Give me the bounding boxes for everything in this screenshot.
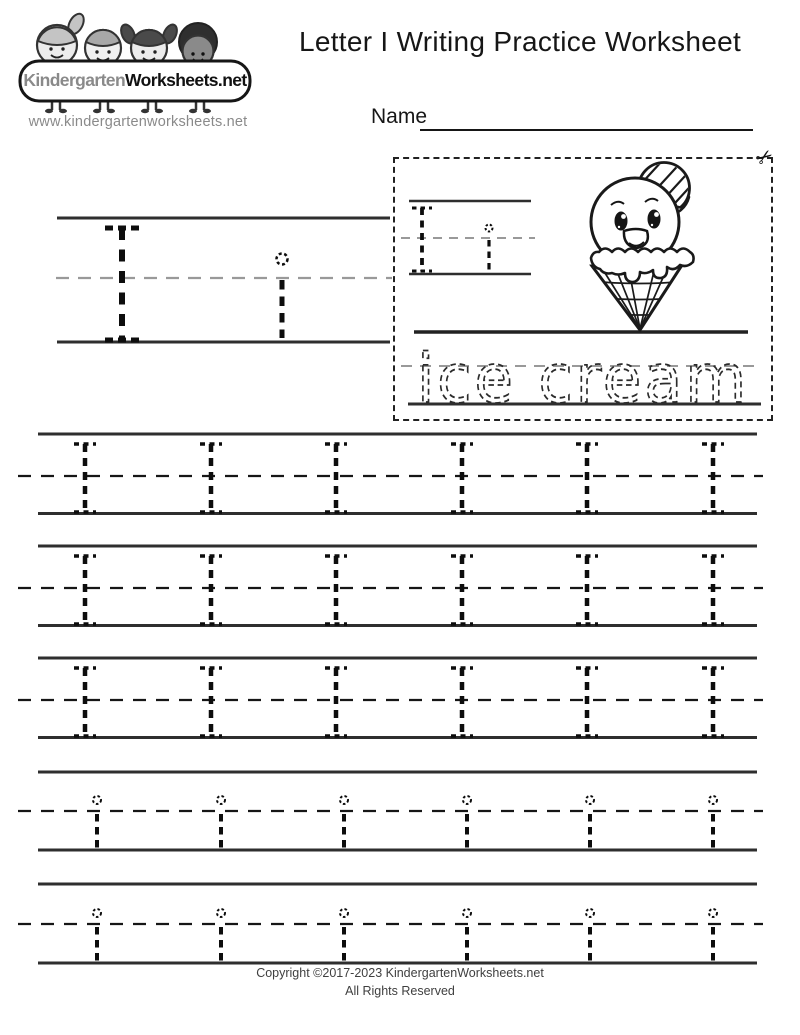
traceable-letter-i — [586, 909, 594, 962]
traceable-letter-i — [709, 909, 717, 962]
large-lowercase-i — [277, 254, 288, 339]
traceable-letter-I — [74, 444, 96, 512]
practice-row-uppercase-3 — [0, 656, 800, 742]
name-label: Name — [371, 105, 428, 128]
practice-row-lowercase-2 — [0, 882, 800, 968]
traceable-letter-I — [576, 556, 598, 624]
footer-copyright: Copyright ©2017-2023 KindergartenWorksheets.net — [256, 966, 544, 980]
traceable-letter-I — [451, 444, 473, 512]
traceable-letter-I — [200, 556, 222, 624]
logo-brand-part1: Kindergarten — [23, 70, 126, 90]
footer-rights: All Rights Reserved — [345, 984, 455, 998]
practice-row-uppercase-1 — [0, 432, 800, 518]
traceable-letter-i — [93, 909, 101, 962]
practice-row-lowercase-1 — [0, 770, 800, 856]
scissors-icon: ✂ — [750, 142, 779, 172]
traceable-letter-I — [702, 556, 724, 624]
cut-out-example-box — [393, 142, 779, 421]
traceable-letter-i — [709, 796, 717, 849]
logo-kids-feet — [45, 109, 211, 113]
website-url: www.kindergartenworksheets.net — [28, 114, 248, 130]
traceable-letter-I — [576, 668, 598, 736]
logo-brand-part2: Worksheets.net — [125, 70, 247, 90]
traceable-letter-i — [340, 909, 348, 962]
traceable-letter-I — [325, 668, 347, 736]
traceable-letter-I — [702, 444, 724, 512]
traceable-letter-I — [74, 556, 96, 624]
logo-kid-girl-pigtails — [118, 22, 179, 66]
logo-kid-girl-gray — [37, 11, 87, 65]
traceable-letter-i — [463, 909, 471, 962]
traceable-letter-i — [217, 796, 225, 849]
traceable-letter-I — [451, 668, 473, 736]
traceable-letter-I — [200, 668, 222, 736]
kindergartenworksheets-logo — [16, 6, 256, 118]
large-example-area — [50, 195, 395, 355]
traceable-letter-i — [340, 796, 348, 849]
traceable-letter-I — [325, 444, 347, 512]
traceable-letter-I — [325, 556, 347, 624]
traceable-letter-i — [463, 796, 471, 849]
traceable-letter-I — [702, 668, 724, 736]
traceable-letter-I — [451, 556, 473, 624]
large-uppercase-I — [105, 228, 139, 340]
example-box-graphics — [395, 159, 771, 419]
name-write-line — [420, 129, 753, 131]
traceable-letter-I — [576, 444, 598, 512]
traceable-letter-I — [200, 444, 222, 512]
ice-cream-illustration — [591, 159, 709, 330]
mini-uppercase-I — [412, 208, 432, 271]
trace-word: ice cream — [417, 340, 749, 419]
traceable-letter-I — [74, 668, 96, 736]
page-title: Letter I Writing Practice Worksheet — [298, 26, 742, 57]
practice-row-uppercase-2 — [0, 544, 800, 630]
logo-wordmark — [20, 63, 250, 97]
traceable-letter-i — [217, 909, 225, 962]
traceable-letter-i — [93, 796, 101, 849]
mini-lowercase-i — [486, 225, 493, 274]
traceable-letter-i — [586, 796, 594, 849]
